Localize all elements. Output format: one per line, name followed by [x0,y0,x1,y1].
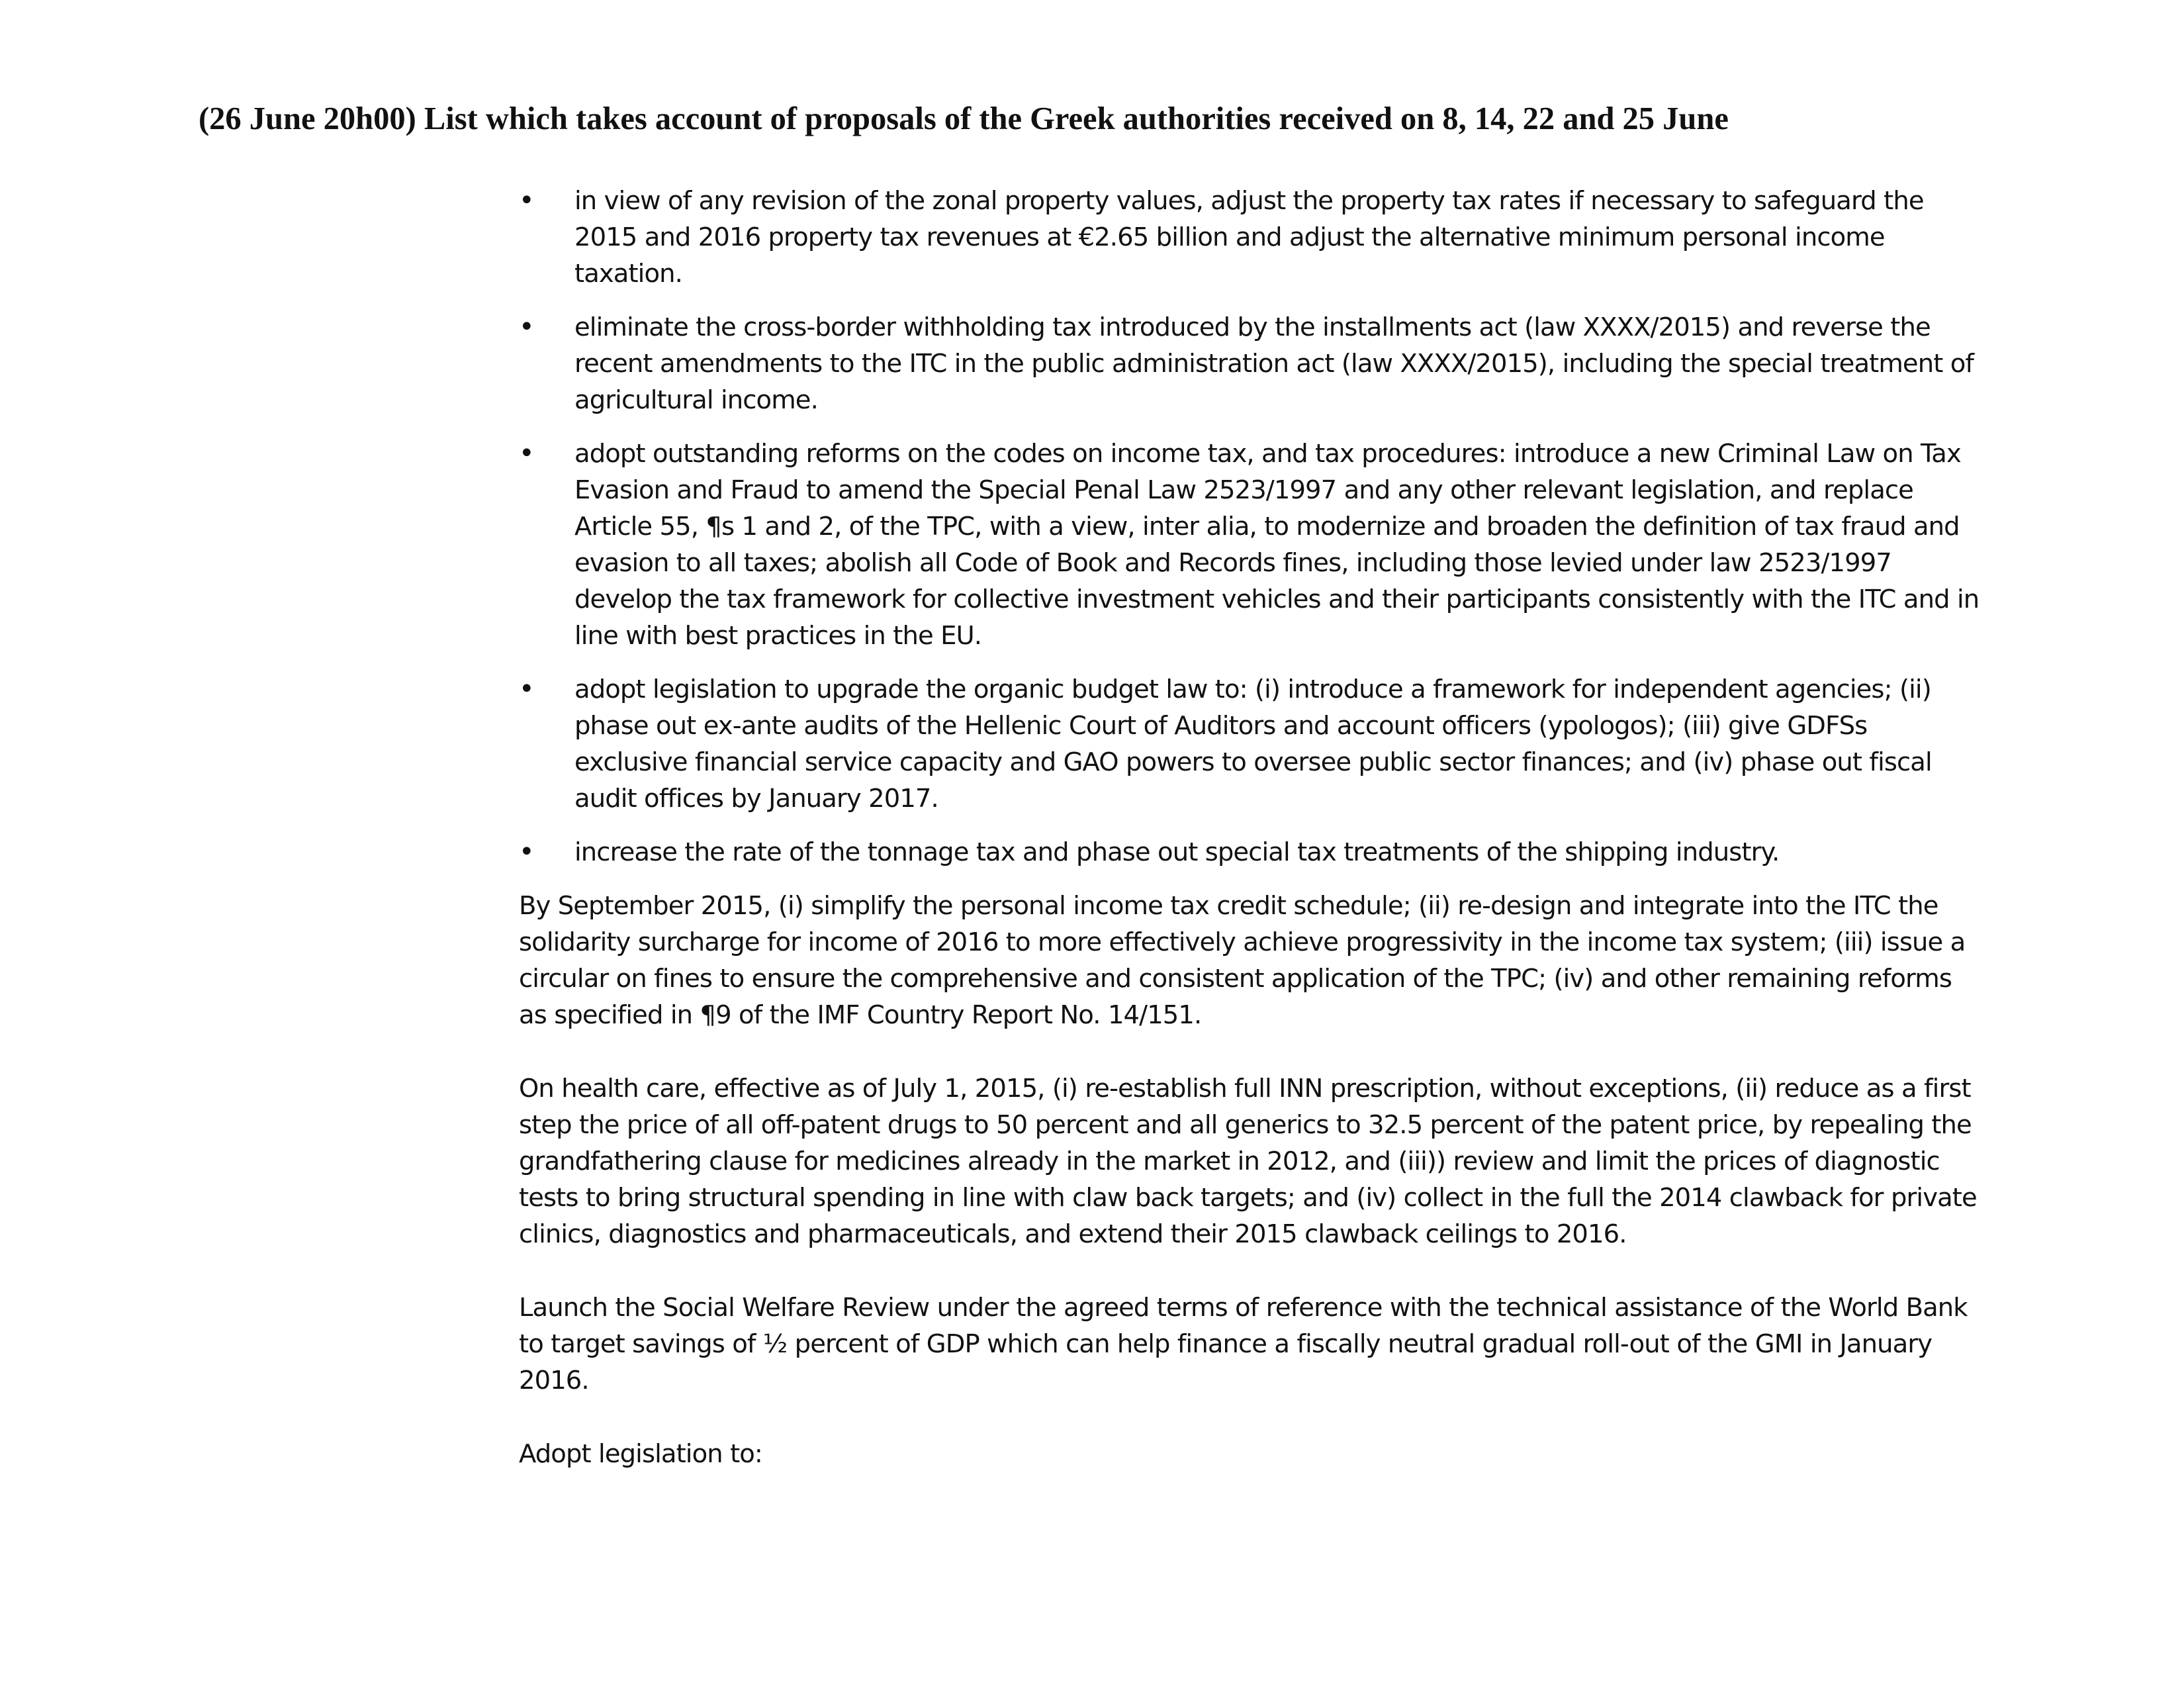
list-item-text: adopt legislation to upgrade the organic budget law to: (i) introduce a framework for independent agencies; (ii) phase out ex-ante audits of the Hellenic Court of Auditors and account officers (ypologos); (iii) give GDFSs exclusive financial service capacity and GAO powers to oversee public sector finances; and (iv) phase out fiscal audit offices by January 2017. [574,675,1932,814]
list-item-text: eliminate the cross-border withholding tax introduced by the installments act (law XXXX/2015) and reverse the recent amendments to the ITC in the public administration act (law XXXX/2015), including the special treatment of agricultural income. [574,312,1974,415]
list-item-text: in view of any revision of the zonal property values, adjust the property tax rates if necessary to safeguard the 2015 and 2016 property tax revenues at €2.65 billion and adjust the alternative minimum personal income taxation. [574,186,1924,289]
list-item [519,671,1981,817]
list-item [519,436,1981,654]
bullet-marker: • [519,312,534,342]
social-welfare-paragraph: Launch the Social Welfare Review under the agreed terms of reference with the technical assistance of the World Bank to target savings of ½ percent of GDP which can help finance a fiscally neutral gradual roll-out of the GMI in January 2016. [519,1293,1968,1395]
page-title: (26 June 20h00) List which takes account of proposals of the Greek authorities received on 8, 14, 22 and 25 June [199,101,1729,136]
september-paragraph: By September 2015, (i) simplify the personal income tax credit schedule; (ii) re-design and integrate into the ITC the solidarity surcharge for income of 2016 to more effectively achieve progressivity in the income tax system; (iii) issue a circular on fines to ensure the comprehensive and consistent application of the TPC; (iv) and other remaining reforms as specified in ¶9 of the IMF Country Report No. 14/151. [519,891,1966,1030]
bullet-list [519,183,1981,870]
bullet-marker: • [519,674,534,704]
list-item-text: adopt outstanding reforms on the codes on income tax, and tax procedures: introduce a new Criminal Law on Tax Evasion and Fraud to amend the Special Penal Law 2523/1997 and any other relevant legislation, and replace Article 55, ¶s 1 and 2, of the TPC, with a view, inter alia, to modernize and broaden the definition of tax fraud and evasion to all taxes; abolish all Code of Book and Records fines, including those levied under law 2523/1997 develop the tax framework for collective investment vehicles and their participants consistently with the ITC and in line with best practices in the EU. [574,439,1979,651]
list-item [519,183,1981,292]
document-body [519,183,1981,1509]
adopt-legislation-paragraph: Adopt legislation to: [519,1439,762,1469]
bullet-marker: • [519,837,534,867]
bullet-marker: • [519,438,534,469]
list-item-text: increase the rate of the tonnage tax and phase out special tax treatments of the shipping industry. [574,837,1780,867]
health-care-paragraph: On health care, effective as of July 1, 2015, (i) re-establish full INN prescription, without exceptions, (ii) reduce as a first step the price of all off-patent drugs to 50 percent and all generics to 32.5 percent of the patent price, by repealing the grandfathering clause for medicines already in the market in 2012, and (iii)) review and limit the prices of diagnostic tests to bring structural spending in line with claw back targets; and (iv) collect in the full the 2014 clawback for private clinics, diagnostics and pharmaceuticals, and extend their 2015 clawback ceilings to 2016. [519,1074,1977,1249]
list-item [519,309,1981,418]
list-item [519,834,1981,870]
bullet-marker: • [519,185,534,216]
